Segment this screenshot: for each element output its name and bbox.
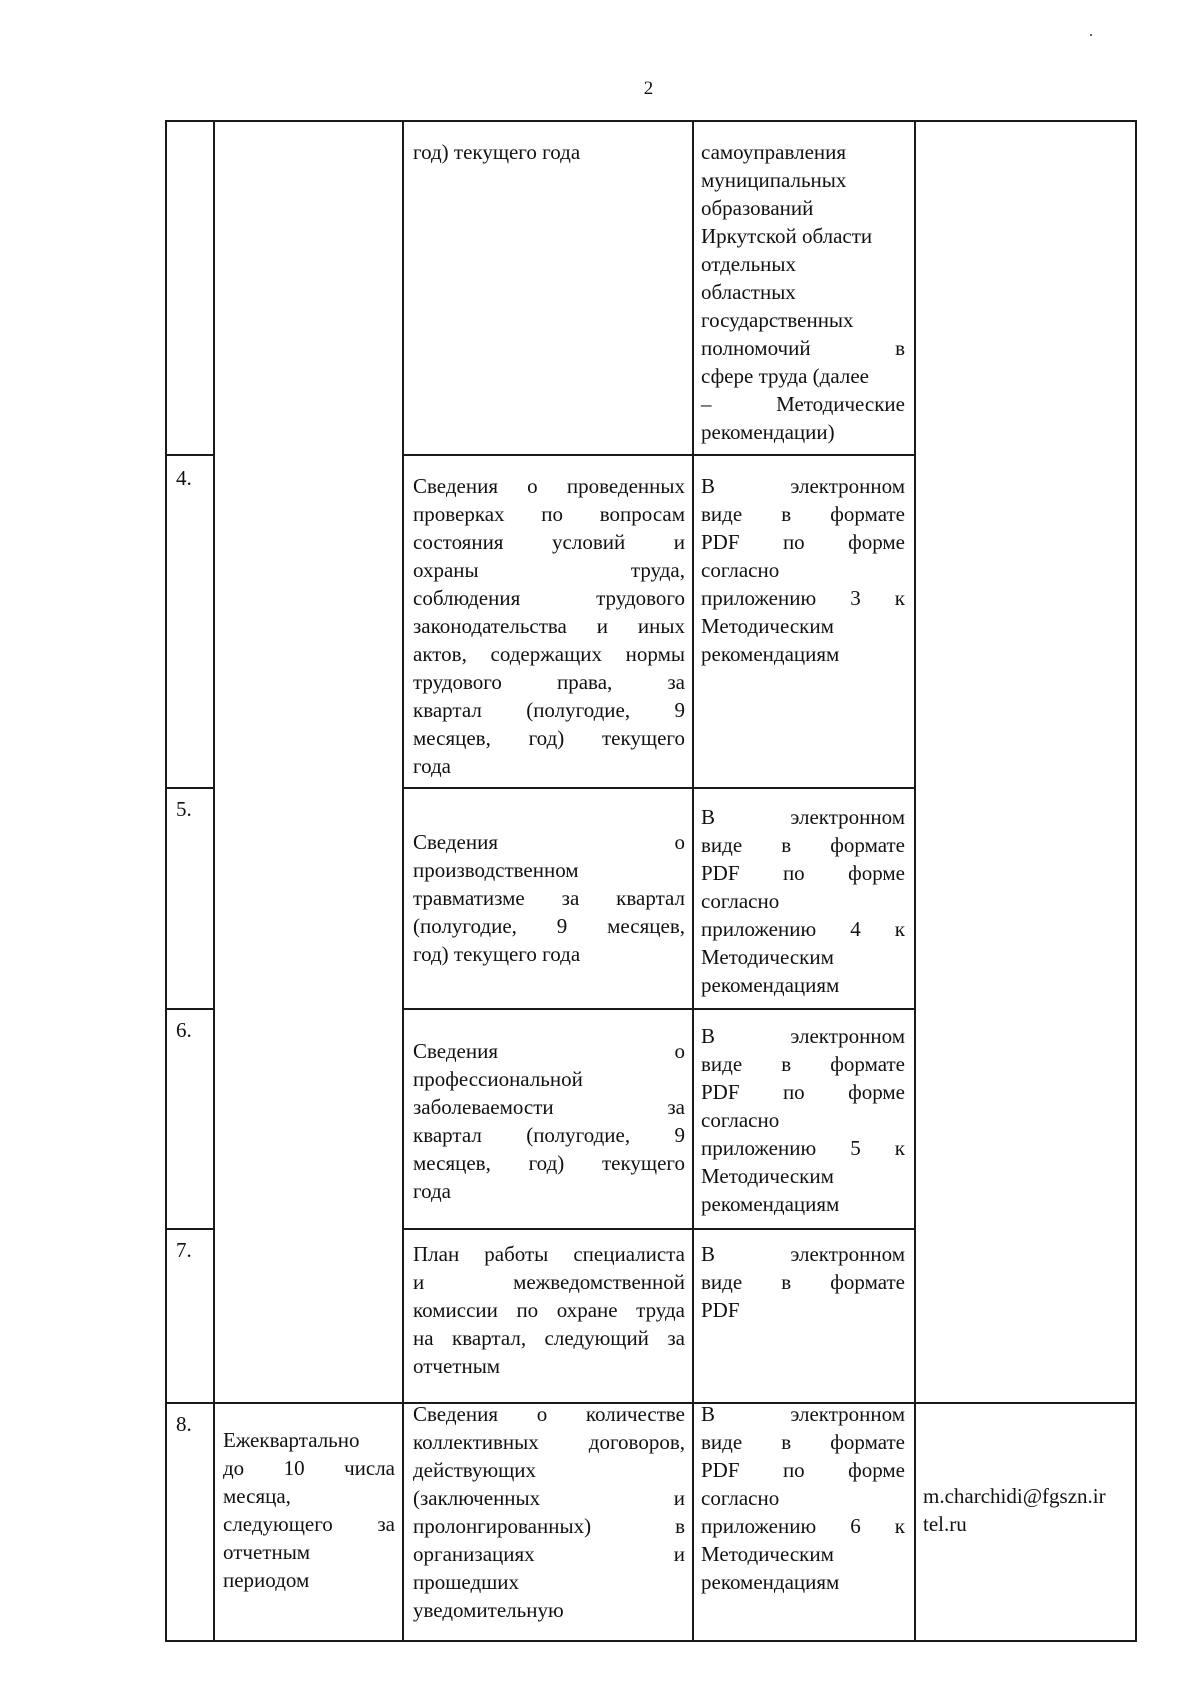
- cell-line: отчетным: [223, 1540, 311, 1564]
- row-divider: [165, 454, 213, 456]
- cell-line: Сведения о: [413, 1039, 685, 1063]
- cell-line: рекомендации): [701, 420, 835, 444]
- cell-line: государственных: [701, 308, 854, 332]
- cell-line: PDF по форме: [701, 1458, 905, 1482]
- cell-line: (полугодие, 9 месяцев,: [413, 914, 685, 938]
- cell-line: PDF по форме: [701, 1080, 905, 1104]
- cell-line: образований: [701, 196, 814, 220]
- email-line: tel.ru: [923, 1512, 967, 1536]
- table-cell-format: [696, 472, 910, 668]
- cell-line: законодательства и иных: [413, 614, 685, 638]
- table-cell-email: [918, 1482, 1136, 1538]
- cell-line: Сведения о количестве: [413, 1402, 685, 1426]
- cell-line: профессиональной: [413, 1067, 583, 1091]
- cell-line: PDF по форме: [701, 530, 905, 554]
- cell-line: травматизме за квартал: [413, 886, 685, 910]
- cell-line: и межведомственной: [413, 1270, 685, 1294]
- cell-line: квартал (полугодие, 9: [413, 698, 685, 722]
- cell-line: Сведения о проведенных: [413, 474, 685, 498]
- cell-line: Методическим: [701, 1164, 834, 1188]
- cell-line: состояния условий и: [413, 530, 685, 554]
- column-divider: [692, 120, 694, 1642]
- table-cell-format: [696, 1400, 910, 1596]
- table-cell-format: [696, 803, 910, 999]
- cell-line: соблюдения трудового: [413, 586, 685, 610]
- row-number: 6.: [176, 1018, 192, 1042]
- cell-line: производственном: [413, 858, 579, 882]
- cell-line: прошедших: [413, 1570, 520, 1594]
- cell-line: виде в формате: [701, 1052, 905, 1076]
- cell-line: до 10 числа: [223, 1456, 395, 1480]
- table-cell-info: [408, 1400, 690, 1624]
- cell-line: В электронном: [701, 1242, 905, 1266]
- table-cell-format: [696, 1240, 910, 1324]
- cell-line: согласно: [701, 889, 780, 913]
- cell-line: Ежеквартально: [223, 1428, 360, 1452]
- row-number: 4.: [176, 466, 192, 490]
- cell-line: виде в формате: [701, 502, 905, 526]
- table-cell-info: [408, 472, 690, 780]
- cell-line: год) текущего года: [413, 942, 581, 966]
- cell-line: Методическим: [701, 945, 834, 969]
- cell-line: приложению 4 к: [701, 917, 905, 941]
- cell-line: самоуправления: [701, 140, 847, 164]
- cell-line: согласно: [701, 1108, 780, 1132]
- cell-line: рекомендациям: [701, 973, 840, 997]
- cell-line: В электронном: [701, 805, 905, 829]
- cell-line: комиссии по охране труда: [413, 1298, 685, 1322]
- row-divider: [402, 787, 914, 789]
- cell-line: – Методические: [701, 392, 905, 416]
- cell-line: проверках по вопросам: [413, 502, 685, 526]
- cell-line: года: [413, 754, 451, 778]
- cell-line: виде в формате: [701, 833, 905, 857]
- cell-line: организациях и: [413, 1542, 685, 1566]
- cell-line: Иркутской области: [701, 224, 873, 248]
- cell-line: В электронном: [701, 1402, 905, 1426]
- cell-line: заболеваемости за: [413, 1095, 685, 1119]
- row-divider: [402, 1008, 914, 1010]
- scan-speck: [1090, 34, 1092, 36]
- cell-line: сферe труда (далее: [701, 364, 869, 388]
- cell-line: периодом: [223, 1568, 310, 1592]
- reporting-table: [165, 120, 1137, 1642]
- cell-line: год) текущего года: [413, 140, 581, 164]
- cell-line: Методическим: [701, 614, 834, 638]
- table-cell-info: [408, 1037, 690, 1205]
- cell-line: виде в формате: [701, 1270, 905, 1294]
- cell-line: приложению 6 к: [701, 1514, 905, 1538]
- cell-line: охраны труда,: [413, 558, 685, 582]
- page-number: 2: [643, 78, 654, 99]
- table-cell-format: [696, 1022, 910, 1218]
- cell-line: согласно: [701, 558, 780, 582]
- cell-line: отдельных: [701, 252, 797, 276]
- cell-line: трудового права, за: [413, 670, 685, 694]
- table-cell-period: [218, 1426, 400, 1594]
- cell-line: действующих: [413, 1458, 537, 1482]
- cell-line: пролонгированных) в: [413, 1514, 685, 1538]
- cell-line: PDF по форме: [701, 861, 905, 885]
- table-cell-info: [408, 1240, 690, 1380]
- cell-line: приложению 3 к: [701, 586, 905, 610]
- cell-line: виде в формате: [701, 1430, 905, 1454]
- table-cell-format: [696, 138, 910, 446]
- column-divider: [402, 120, 404, 1642]
- table-cell-info: [408, 138, 690, 166]
- table-cell-info: [408, 828, 690, 968]
- cell-line: отчетным: [413, 1354, 501, 1378]
- row-divider: [402, 1228, 914, 1230]
- cell-line: полномочий в: [701, 336, 905, 360]
- cell-line: квартал (полугодие, 9: [413, 1123, 685, 1147]
- cell-line: приложению 5 к: [701, 1136, 905, 1160]
- cell-line: В электронном: [701, 1024, 905, 1048]
- cell-line: уведомительную: [413, 1598, 564, 1622]
- email-line: m.charchidi@fgszn.ir: [923, 1484, 1106, 1508]
- cell-line: План работы специалиста: [413, 1242, 685, 1266]
- row-number: 8.: [176, 1412, 192, 1436]
- cell-line: рекомендациям: [701, 642, 840, 666]
- cell-line: месяцев, год) текущего: [413, 726, 685, 750]
- cell-line: согласно: [701, 1486, 780, 1510]
- cell-line: следующего за: [223, 1512, 395, 1536]
- column-divider: [914, 120, 916, 1642]
- cell-line: В электронном: [701, 474, 905, 498]
- cell-line: коллективных договоров,: [413, 1430, 685, 1454]
- cell-line: года: [413, 1179, 451, 1203]
- cell-line: муниципальных: [701, 168, 847, 192]
- row-divider: [165, 1402, 213, 1404]
- cell-line: рекомендациям: [701, 1192, 840, 1216]
- cell-line: рекомендациям: [701, 1570, 840, 1594]
- row-number: 7.: [176, 1238, 192, 1262]
- cell-line: актов, содержащих нормы: [413, 642, 685, 666]
- cell-line: Сведения о: [413, 830, 685, 854]
- cell-line: месяца,: [223, 1484, 291, 1508]
- cell-line: месяцев, год) текущего: [413, 1151, 685, 1175]
- row-divider: [165, 1228, 213, 1230]
- cell-line: областных: [701, 280, 796, 304]
- row-number: 5.: [176, 797, 192, 821]
- row-divider: [165, 787, 213, 789]
- cell-line: (заключенных и: [413, 1486, 685, 1510]
- row-divider: [165, 1008, 213, 1010]
- row-divider: [402, 454, 914, 456]
- cell-line: на квартал, следующий за: [413, 1326, 685, 1350]
- cell-line: Методическим: [701, 1542, 834, 1566]
- column-divider: [213, 120, 215, 1642]
- cell-line: PDF: [701, 1298, 740, 1322]
